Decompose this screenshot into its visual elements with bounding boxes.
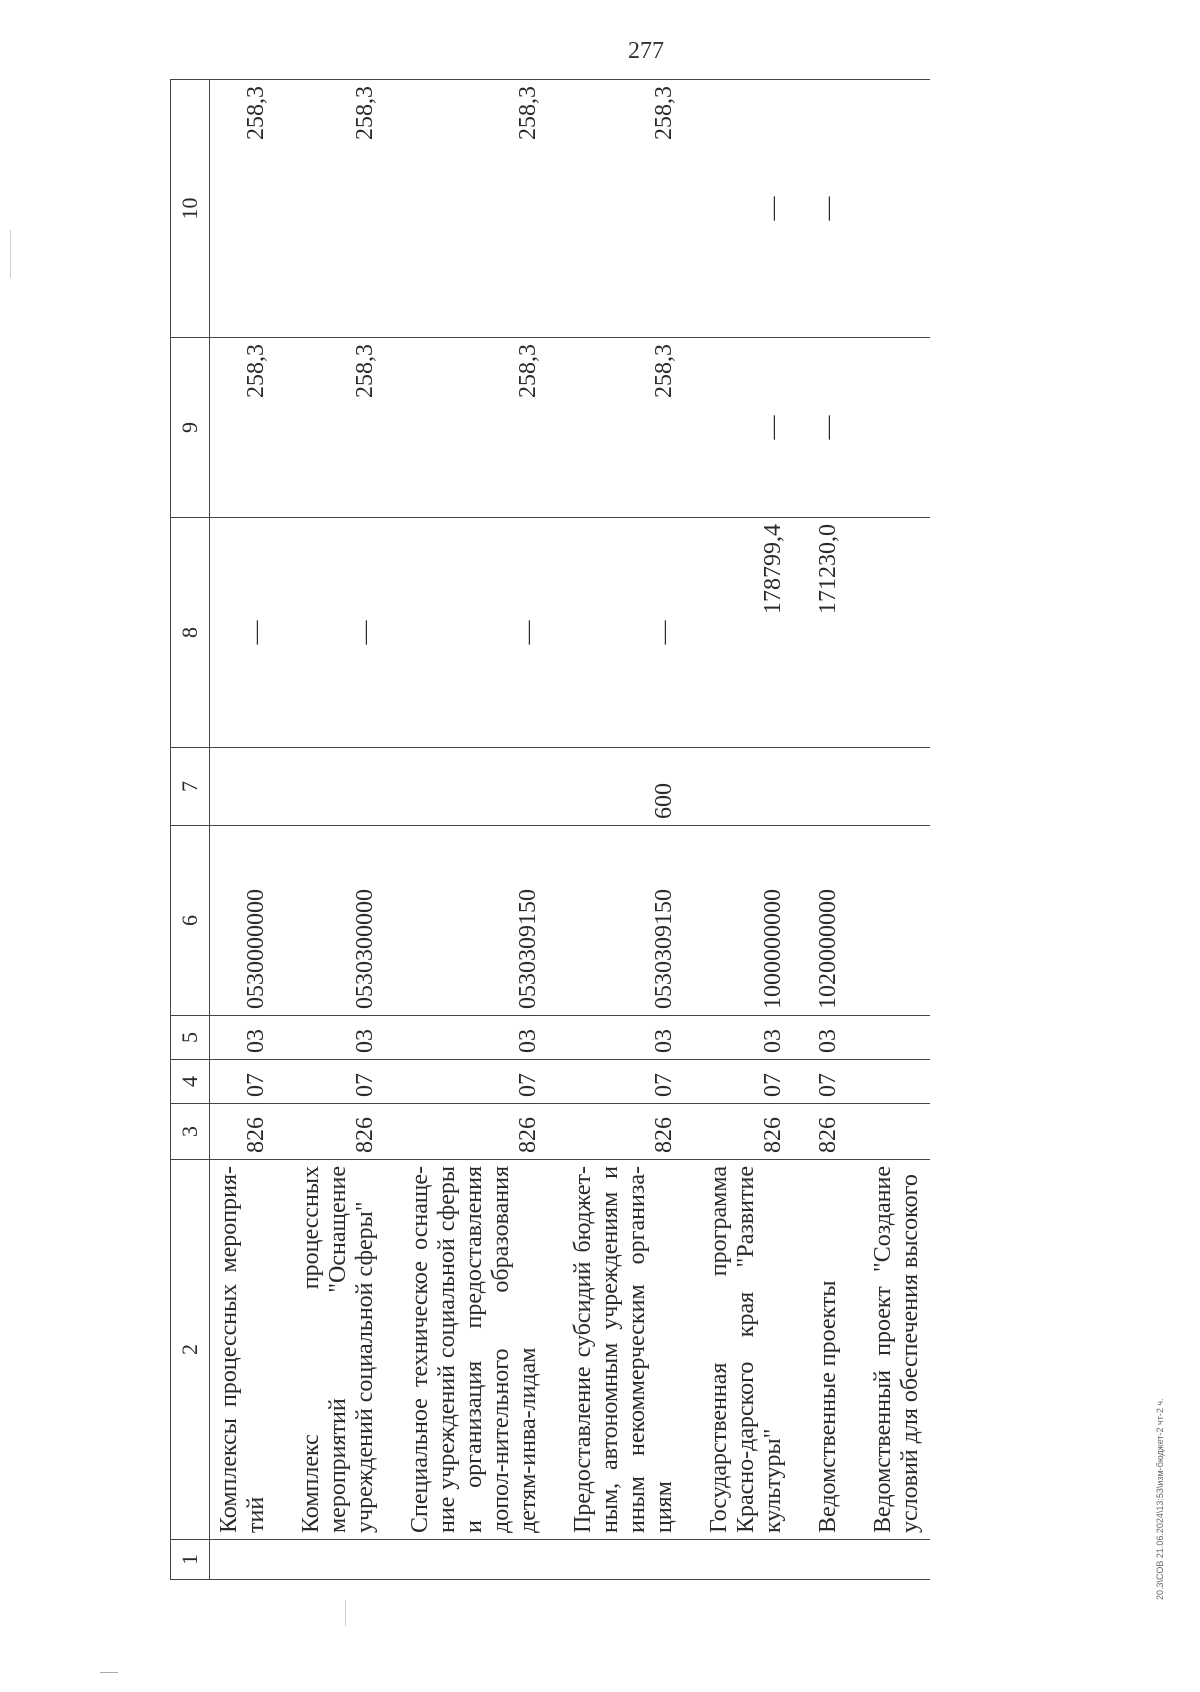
cell-amount-9 xyxy=(848,338,930,518)
table-row xyxy=(548,80,684,1580)
page-number: 277 xyxy=(628,38,664,64)
cell-rz: 07 xyxy=(548,1060,684,1104)
column-header: 6 xyxy=(171,826,210,1016)
column-header: 4 xyxy=(171,1060,210,1104)
cell-amount-9: — xyxy=(793,338,848,518)
cell-ved xyxy=(848,1104,930,1160)
cell-amount-8: 171230,0 xyxy=(793,518,848,748)
column-header: 8 xyxy=(171,518,210,748)
cell-pr: 03 xyxy=(793,1016,848,1060)
cell-ved: 826 xyxy=(385,1104,548,1160)
cell-pr: 03 xyxy=(548,1016,684,1060)
cell-amount-10: — xyxy=(684,80,793,338)
cell-csr: 1000000000 xyxy=(684,826,793,1016)
column-header: 7 xyxy=(171,748,210,826)
empty-cell xyxy=(793,1540,848,1580)
cell-vr xyxy=(210,748,277,826)
cell-csr: 1020000000 xyxy=(793,826,848,1016)
cell-rz: 07 xyxy=(684,1060,793,1104)
empty-cell xyxy=(848,1540,930,1580)
cell-amount-8: — xyxy=(385,518,548,748)
cell-amount-10: 258,3 xyxy=(210,80,277,338)
cell-vr xyxy=(848,748,930,826)
cell-amount-8: — xyxy=(210,518,277,748)
empty-cell xyxy=(210,1540,277,1580)
cell-ved: 826 xyxy=(684,1104,793,1160)
cell-pr xyxy=(848,1016,930,1060)
empty-cell xyxy=(548,1540,684,1580)
scan-edge-mark xyxy=(345,1600,346,1626)
cell-rz xyxy=(848,1060,930,1104)
table-row xyxy=(684,80,793,1580)
table-row xyxy=(210,80,277,1580)
cell-amount-10 xyxy=(848,80,930,338)
cell-amount-10: 258,3 xyxy=(548,80,684,338)
cell-vr: 600 xyxy=(548,748,684,826)
row-name: Комплекс процессных мероприятий "Оснащение учреждений социальной сферы" xyxy=(276,1160,385,1540)
cell-ved: 826 xyxy=(548,1104,684,1160)
cell-amount-9: 258,3 xyxy=(548,338,684,518)
cell-amount-8 xyxy=(848,518,930,748)
row-name: Ведомственные проекты xyxy=(793,1160,848,1540)
cell-ved: 826 xyxy=(793,1104,848,1160)
cell-csr: 0530300000 xyxy=(276,826,385,1016)
row-name: Специальное техническое оснаще-ние учреждений социальной сферы и организация предоставления допол-нительного образования детям-инва-лидам xyxy=(385,1160,548,1540)
cell-pr: 03 xyxy=(210,1016,277,1060)
column-header: 10 xyxy=(171,80,210,338)
cell-amount-9: — xyxy=(684,338,793,518)
table-row xyxy=(793,80,848,1580)
row-name: Государственная программа Красно-дарского края "Развитие культуры" xyxy=(684,1160,793,1540)
cell-rz: 07 xyxy=(385,1060,548,1104)
budget-table xyxy=(170,79,930,1580)
cell-amount-9: 258,3 xyxy=(276,338,385,518)
cell-csr: 0530309150 xyxy=(548,826,684,1016)
column-number-header xyxy=(171,80,210,1580)
cell-csr: 0530309150 xyxy=(385,826,548,1016)
cell-amount-9: 258,3 xyxy=(385,338,548,518)
cell-pr: 03 xyxy=(276,1016,385,1060)
empty-cell xyxy=(385,1540,548,1580)
cell-amount-8: — xyxy=(276,518,385,748)
cell-amount-8: — xyxy=(548,518,684,748)
cell-rz: 07 xyxy=(793,1060,848,1104)
cell-rz: 07 xyxy=(276,1060,385,1104)
footer-note: 20.3\СОВ 21.06.2024\13:53\изм-бюджет-2 чт-2 ч. xyxy=(1155,1398,1165,1600)
cell-vr xyxy=(793,748,848,826)
cell-vr xyxy=(276,748,385,826)
cell-ved: 826 xyxy=(210,1104,277,1160)
cell-ved: 826 xyxy=(276,1104,385,1160)
column-header: 2 xyxy=(171,1160,210,1540)
cell-vr xyxy=(684,748,793,826)
scan-edge-mark xyxy=(10,230,11,278)
cell-amount-8: 178799,4 xyxy=(684,518,793,748)
table-row xyxy=(276,80,385,1580)
cell-csr: 0530000000 xyxy=(210,826,277,1016)
scan-mark xyxy=(100,1672,118,1673)
cell-csr xyxy=(848,826,930,1016)
row-name: Комплексы процессных мероприя-тий xyxy=(210,1160,277,1540)
cell-amount-9: 258,3 xyxy=(210,338,277,518)
table-row xyxy=(848,80,930,1580)
cell-vr xyxy=(385,748,548,826)
cell-pr: 03 xyxy=(385,1016,548,1060)
column-header: 9 xyxy=(171,338,210,518)
empty-cell xyxy=(684,1540,793,1580)
row-name: Предоставление субсидий бюджет-ным, автономным учреждениям и иным некоммерческим организа-циям xyxy=(548,1160,684,1540)
table-row xyxy=(385,80,548,1580)
row-name: Ведомственный проект "Создание условий для обеспечения высокого xyxy=(848,1160,930,1540)
cell-rz: 07 xyxy=(210,1060,277,1104)
cell-amount-10: 258,3 xyxy=(385,80,548,338)
column-header: 3 xyxy=(171,1104,210,1160)
empty-cell xyxy=(276,1540,385,1580)
cell-pr: 03 xyxy=(684,1016,793,1060)
column-header: 1 xyxy=(171,1540,210,1580)
cell-amount-10: 258,3 xyxy=(276,80,385,338)
budget-table-container xyxy=(170,80,990,1580)
column-header: 5 xyxy=(171,1016,210,1060)
cell-amount-10: — xyxy=(793,80,848,338)
